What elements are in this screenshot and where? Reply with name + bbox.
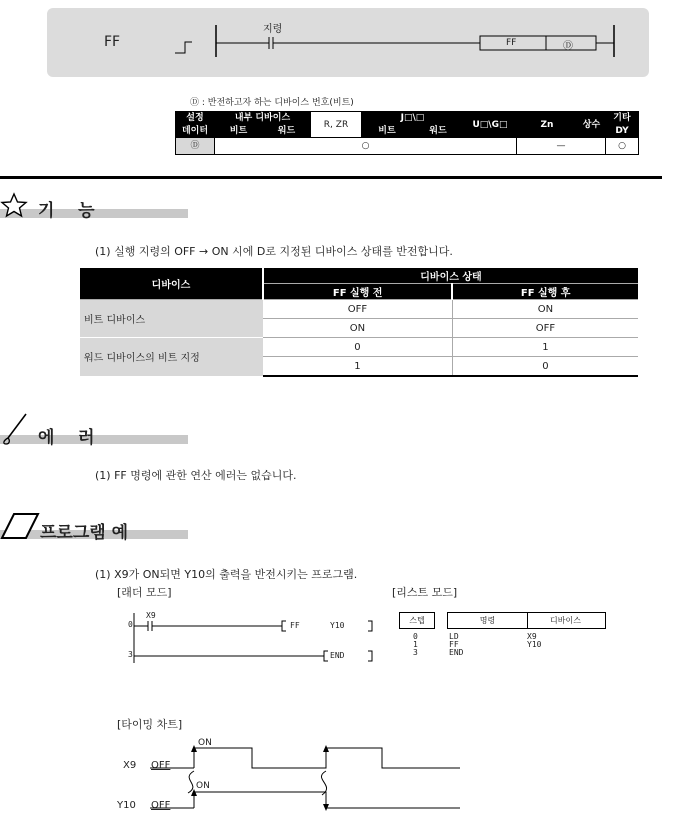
box-arg: Ⓓ bbox=[563, 41, 573, 52]
error-text: (1) FF 명령에 관한 연산 에러는 없습니다. bbox=[95, 469, 297, 482]
row-word-bit: 워드 디바이스의 비트 지정 bbox=[80, 338, 263, 377]
ladder-step3: 3 bbox=[128, 650, 133, 659]
cell-after: OFF bbox=[452, 319, 638, 338]
h-internal: 내부 디바이스 bbox=[215, 112, 311, 125]
cell-after: 0 bbox=[452, 357, 638, 377]
h-after: FF 실행 후 bbox=[452, 284, 638, 300]
program-title: 프로그램 예 bbox=[40, 523, 129, 543]
list-cmds bbox=[449, 633, 463, 657]
h-zn: Zn bbox=[517, 112, 578, 138]
list-cmd: END bbox=[449, 648, 464, 657]
ladder-end: END bbox=[330, 651, 345, 660]
list-steps bbox=[413, 633, 418, 657]
h-const: 상수 bbox=[578, 112, 606, 138]
timing-y10-on: ON bbox=[196, 781, 210, 791]
timing-y10-label: Y10 bbox=[117, 800, 136, 811]
list-cmd: FF bbox=[449, 640, 459, 649]
timing-x9-label: X9 bbox=[123, 760, 137, 771]
function-text: (1) 실행 지령의 OFF → ON 시에 D로 지정된 디바이스 상태를 반전합니다. bbox=[95, 245, 453, 258]
ladder-mode-label: [래더 모드] bbox=[117, 586, 172, 599]
cell-after: 1 bbox=[452, 338, 638, 357]
h-bit: 비트 bbox=[215, 125, 263, 138]
box-op: FF bbox=[506, 38, 517, 48]
list-header-dev bbox=[526, 612, 606, 629]
pen-icon bbox=[0, 412, 34, 446]
rise-edge-icon bbox=[175, 42, 192, 53]
timing-y10-off: OFF bbox=[151, 800, 171, 811]
row-bit-device: 비트 디바이스 bbox=[80, 300, 263, 338]
operand-note: Ⓓ : 반전하고자 하는 디바이스 번호(비트) bbox=[190, 98, 354, 108]
row-other: ○ bbox=[606, 138, 639, 155]
program-text: (1) X9가 ON되면 Y10의 출력을 반전시키는 프로그램. bbox=[95, 568, 358, 581]
h-before: FF 실행 전 bbox=[263, 284, 452, 300]
error-title: 에 러 bbox=[38, 428, 95, 448]
ladder-dev: Y10 bbox=[330, 621, 345, 630]
h-setting: 설정 bbox=[176, 112, 215, 125]
cell-before: OFF bbox=[263, 300, 452, 319]
list-dev: Y10 bbox=[527, 640, 542, 649]
document-icon bbox=[0, 510, 42, 542]
operand-table bbox=[175, 111, 639, 155]
list-header-cmd bbox=[447, 612, 528, 629]
instruction-name: FF bbox=[104, 34, 121, 50]
list-step: 1 bbox=[413, 640, 418, 649]
row-bitword: ○ bbox=[215, 138, 517, 155]
timing-chart-label: [타이밍 차트] bbox=[117, 718, 183, 731]
ladder-step0: 0 bbox=[128, 620, 133, 629]
row-label: Ⓓ bbox=[176, 138, 215, 155]
ladder-contact: X9 bbox=[146, 611, 156, 620]
timing-x9-off: OFF bbox=[151, 760, 171, 771]
h-data: 데이터 bbox=[176, 125, 215, 138]
h-rzr: R, ZR bbox=[311, 112, 362, 138]
h-device: 디바이스 bbox=[80, 268, 263, 300]
list-header-cmd-text: 명령 bbox=[479, 616, 496, 625]
divider bbox=[0, 176, 662, 179]
function-title: 기 능 bbox=[38, 201, 95, 221]
ladder-cmd: FF bbox=[290, 621, 300, 630]
h-dy: DY bbox=[606, 125, 639, 138]
h-other: 기타 bbox=[606, 112, 639, 125]
list-devs bbox=[527, 633, 541, 649]
row-zn: — bbox=[517, 138, 606, 155]
list-dev: X9 bbox=[527, 632, 537, 641]
list-step: 3 bbox=[413, 648, 418, 657]
header-ladder bbox=[170, 15, 620, 65]
h-state: 디바이스 상태 bbox=[263, 268, 638, 284]
list-mode-label: [리스트 모드] bbox=[392, 586, 458, 599]
device-table bbox=[80, 268, 638, 377]
cell-before: 0 bbox=[263, 338, 452, 357]
cell-after: ON bbox=[452, 300, 638, 319]
cell-before: ON bbox=[263, 319, 452, 338]
h-bit2: 비트 bbox=[362, 125, 413, 138]
h-word: 워드 bbox=[263, 125, 311, 138]
h-ug: U□\G□ bbox=[464, 112, 517, 138]
timing-x9-on: ON bbox=[198, 738, 212, 748]
star-icon bbox=[0, 192, 34, 218]
list-step: 0 bbox=[413, 632, 418, 641]
h-jw: J□\□ bbox=[362, 112, 464, 125]
h-word2: 워드 bbox=[413, 125, 464, 138]
ladder-label: 지령 bbox=[263, 24, 283, 35]
list-cmd: LD bbox=[449, 632, 459, 641]
list-header-step bbox=[399, 612, 435, 629]
list-header-dev-text: 디바이스 bbox=[550, 616, 581, 625]
cell-before: 1 bbox=[263, 357, 452, 377]
list-header-step-text: 스텝 bbox=[409, 616, 425, 625]
